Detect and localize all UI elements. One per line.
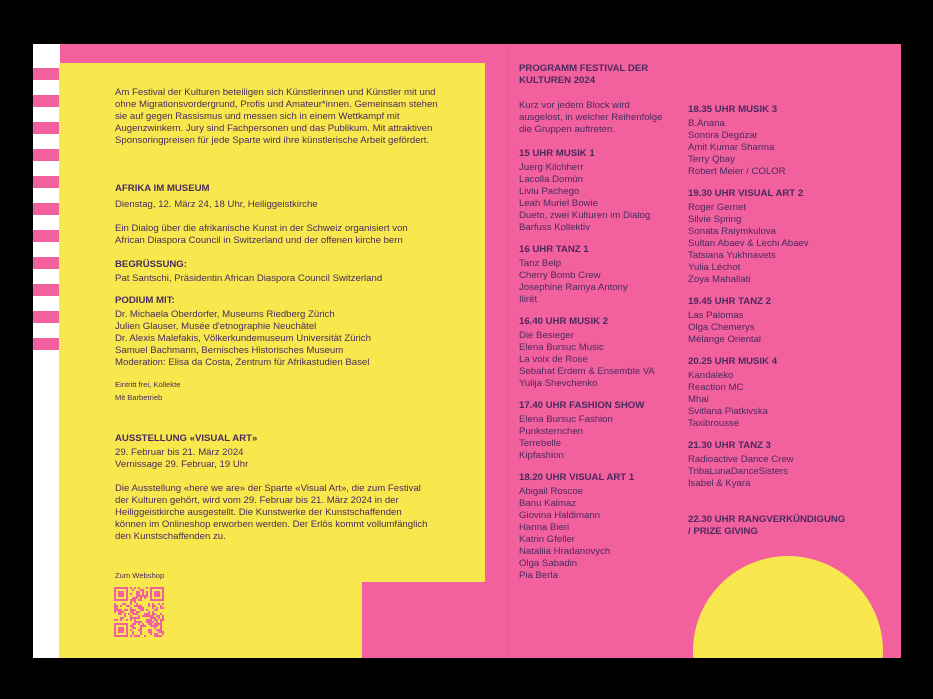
block-list	[688, 310, 888, 346]
afrika-desc: Ein Dialog über die afrikanische Kunst in der Schweiz organisiert von African Diaspora Council in Switzerland und der offenen kirche bern	[115, 223, 408, 246]
block-list	[519, 258, 689, 306]
block-title: 16.40 UHR MUSIK 2	[519, 316, 609, 327]
block-list	[519, 414, 689, 462]
stripe	[33, 149, 60, 161]
list-item: Mélange Oriental	[688, 334, 762, 345]
afrika-date: Dienstag, 12. März 24, 18 Uhr, Heiliggeistkirche	[115, 199, 318, 210]
list-item: Liviu Pachego	[519, 186, 580, 197]
list-item: Sonora Degózar	[688, 130, 758, 141]
bar-note: Mit Barbetrieb	[115, 393, 163, 402]
list-item: Cherry Bomb Crew	[519, 270, 601, 281]
list-item: Isabel & Kyara	[688, 478, 751, 489]
list-item: Silvie Spring	[688, 214, 742, 225]
flyer-sheet	[33, 44, 901, 658]
list-item: Kandaleko	[688, 370, 734, 381]
list-item: Las Palomas	[688, 310, 744, 321]
programm-title-line1: PROGRAMM FESTIVAL DER	[519, 63, 649, 74]
afrika-title: AFRIKA IM MUSEUM	[115, 183, 210, 194]
list-item: Yulia Léchot	[688, 262, 741, 273]
stripe	[33, 257, 60, 269]
programm-title-line2: KULTUREN 2024	[519, 75, 596, 86]
pink-corner-block	[362, 582, 485, 658]
list-item: Abigail Roscoe	[519, 486, 583, 497]
programm-header	[519, 63, 648, 87]
list-item: Sonata Raiymkulova	[688, 226, 776, 237]
list-item: Punksternchen	[519, 426, 583, 437]
afrika-section	[115, 183, 445, 404]
list-item: Radioactive Dance Crew	[688, 454, 794, 465]
list-item: Terry Qbay	[688, 154, 735, 165]
list-item: Julien Glauser, Musée d'etnographie Neuchâtel	[115, 321, 317, 332]
vernissage-date: Vernissage 29. Februar, 19 Uhr	[115, 459, 249, 470]
block-list	[519, 330, 689, 390]
list-item: Roger Gernet	[688, 202, 747, 213]
block-title: 18.35 UHR MUSIK 3	[688, 104, 778, 115]
block-list	[688, 202, 888, 286]
fold-line	[508, 44, 509, 658]
block-title: 18.20 UHR VISUAL ART 1	[519, 472, 635, 483]
list-item: Banu Kalmaz	[519, 498, 577, 509]
stripe	[33, 122, 60, 134]
list-item: Tatsiana Yukhnavets	[688, 250, 776, 261]
stripe	[33, 176, 60, 188]
list-item: Lacolla Domùn	[519, 174, 583, 185]
list-item: Dueto, zwei Kulturen im Dialog	[519, 210, 651, 221]
list-item: Kipfashion	[519, 450, 564, 461]
block-title: 21.30 UHR TANZ 3	[688, 440, 771, 451]
programm-intro: Kurz vor jedem Block wird ausgelost, in welcher Reihenfolge die Gruppen auftreten.	[519, 100, 663, 135]
list-item: Pia Berla	[519, 570, 558, 581]
block-list	[688, 454, 888, 490]
list-item: Elena Bursuc Music	[519, 342, 604, 353]
list-item: Dr. Alexis Malefakis, Völkerkundemuseum Universität Zürich	[115, 333, 371, 344]
list-item: Leah Muriel Bowie	[519, 198, 598, 209]
webshop-link[interactable]: Zum Webshop	[115, 571, 165, 580]
greeting-text: Pat Santschi, Präsidentin African Diaspora Council Switzerland	[115, 273, 383, 284]
finale-block	[688, 514, 845, 538]
list-item: Mhai	[688, 394, 709, 405]
list-item: Sebahat Erdem & Ensemble VA	[519, 366, 655, 377]
block-list	[688, 370, 888, 430]
yellow-circle	[693, 556, 883, 658]
list-item: Terrebelle	[519, 438, 562, 449]
stripe	[33, 284, 60, 296]
stripe	[33, 95, 60, 107]
stripe	[33, 203, 60, 215]
stripe	[33, 230, 60, 242]
list-item: Juerg Kilchherr	[519, 162, 584, 173]
admission-note: Eintritt frei, Kollekte	[115, 380, 181, 389]
list-item: Zoya Mahallati	[688, 274, 751, 285]
stripe-border	[33, 44, 60, 658]
list-item: Moderation: Elisa da Costa, Zentrum für Afrikastudien Basel	[115, 357, 370, 368]
visual-art-dates: 29. Februar bis 21. März 2024	[115, 447, 244, 458]
list-item: Svitlana Piatkivska	[688, 406, 768, 417]
stripe	[33, 311, 60, 323]
list-item: Yulija Shevchenko	[519, 378, 598, 389]
visual-art-section	[115, 433, 445, 543]
finale-line1: 22.30 UHR RANGVERKÜNDIGUNG	[688, 514, 846, 525]
list-item: Hanna Bieri	[519, 522, 570, 533]
list-item: Tanz Belp	[519, 258, 562, 269]
list-item: Nataliia Hradanovych	[519, 546, 611, 557]
intro-text: Am Festival der Kulturen beteiligen sich Künstlerinnen und Künstler mit und ohne Migrationsvordergrund, Profis und Amateur*innen. Gemeinsam stehen sie auf gegen Rassismus und messen sich in einem Wettkampf mit Augenzwinkern. Jury sind Fachpersonen und das Publikum. Mit attraktiven Sponsoringpreisen für jede Sparte wird ihre künstlerische Arbeit gefördert.	[115, 87, 438, 146]
podium-list	[115, 309, 445, 369]
stripe	[33, 338, 60, 350]
list-item: Elena Bursuc Fashion	[519, 414, 613, 425]
block-title: 16 UHR TANZ 1	[519, 244, 589, 255]
block-title: 20.25 UHR MUSIK 4	[688, 356, 778, 367]
block-list	[519, 486, 689, 582]
list-item: La voix de Rose	[519, 354, 588, 365]
list-item: Amit Kumar Sharma	[688, 142, 775, 153]
list-item: Olga Chemerys	[688, 322, 755, 333]
list-item: Katrin Gfeller	[519, 534, 575, 545]
greeting-title: BEGRÜSSUNG:	[115, 259, 187, 270]
qr-code-icon[interactable]	[114, 587, 164, 637]
list-item: Barfuss Kollektiv	[519, 222, 590, 233]
list-item: Olga Sabadin	[519, 558, 578, 569]
stripe	[33, 68, 60, 80]
list-item: Samuel Bachmann, Bernisches Historisches Museum	[115, 345, 344, 356]
block-title: 19.30 UHR VISUAL ART 2	[688, 188, 804, 199]
list-item: Die Besieger	[519, 330, 574, 341]
block-title: 17.40 UHR FASHION SHOW	[519, 400, 645, 411]
list-item: Taxibrousse	[688, 418, 740, 429]
block-list	[519, 162, 689, 234]
block-list	[688, 118, 888, 178]
list-item: Sultan Abaev & Lechi Abaev	[688, 238, 809, 249]
list-item: Josephine Ramya Antony	[519, 282, 628, 293]
block-title: 15 UHR MUSIK 1	[519, 148, 595, 159]
visual-art-desc: Die Ausstellung «here we are» der Sparte «Visual Art», die zum Festival der Kulturen gehört, wird vom 29. Februar bis 21. März 2024 in der Heiliggeistkirche ausgestellt. Die Kunstwerke der Kunstschaffenden können im Onlineshop erworben werden. Der Erlös kommt vollumfänglich den Kunstschaffenden zu.	[115, 483, 428, 542]
finale-line2: / PRIZE GIVING	[688, 526, 758, 537]
podium-title: PODIUM MIT:	[115, 295, 175, 306]
list-item: Robert Meier / COLOR	[688, 166, 786, 177]
list-item: TribaLunaDanceSisters	[688, 466, 788, 477]
list-item: Giovina Haldimann	[519, 510, 601, 521]
list-item: Ilirët	[519, 294, 538, 305]
visual-art-title: AUSSTELLUNG «VISUAL ART»	[115, 433, 258, 444]
list-item: Reaction MC	[688, 382, 744, 393]
programm-column-1	[519, 148, 689, 582]
list-item: B.Anana	[688, 118, 725, 129]
block-title: 19.45 UHR TANZ 2	[688, 296, 771, 307]
programm-column-2	[688, 104, 888, 490]
list-item: Dr. Michaela Oberdorfer, Museums Riedberg Zürich	[115, 309, 335, 320]
